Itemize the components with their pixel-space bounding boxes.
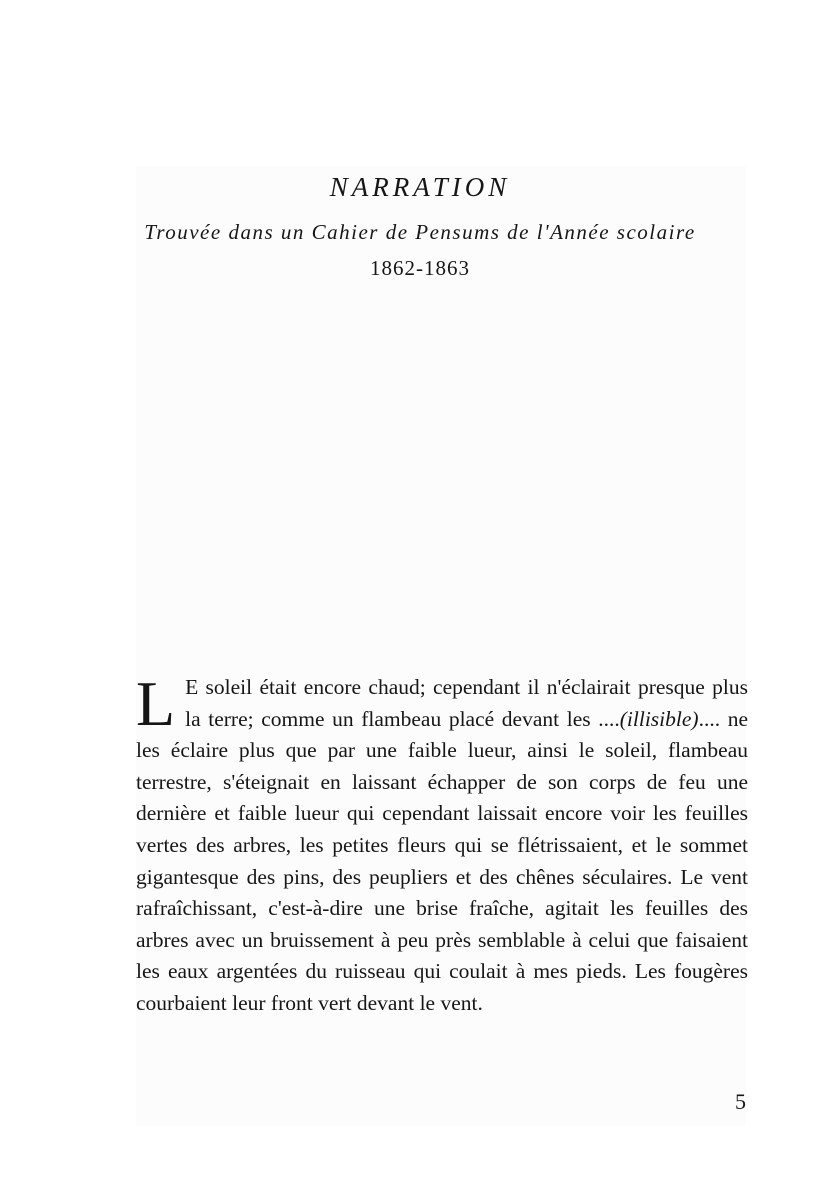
drop-cap: L [136,668,176,739]
paragraph-rest: .... ne les éclaire plus que par une faible lueur, ainsi le soleil, flambeau terrestre, s'éteignait en laissant échapper de son corps de feu une dernière et faible lueur qui cependant laissait encore voir les feuilles vertes des arbres, les petites fleurs qui se flétrissaient, et le sommet gigantesque des pins, des peupliers et des chênes séculaires. Le vent rafraîchissant, c'est-à-dire une brise fraîche, agitait les feuilles des arbres avec un bruissement à peu près semblable à celui que faisaient les eaux argentées du ruisseau qui coulait à mes pieds. Les fougères courbaient leur front vert devant le vent. [136,706,748,1015]
paragraph-lead: E soleil était encore chaud; cependant il n'éclairait presque plus la terre; comme un flambeau placé devant les .... [185,675,748,731]
page-number: 5 [735,1089,746,1114]
illegible-marker: (illisible) [619,706,699,731]
page-subtitle: Trouvée dans un Cahier de Pensums de l'Année scolaire [144,220,696,244]
page-years: 1862-1863 [370,256,470,280]
narration-paragraph [136,668,748,1020]
page-title: NARRATION [329,172,511,202]
